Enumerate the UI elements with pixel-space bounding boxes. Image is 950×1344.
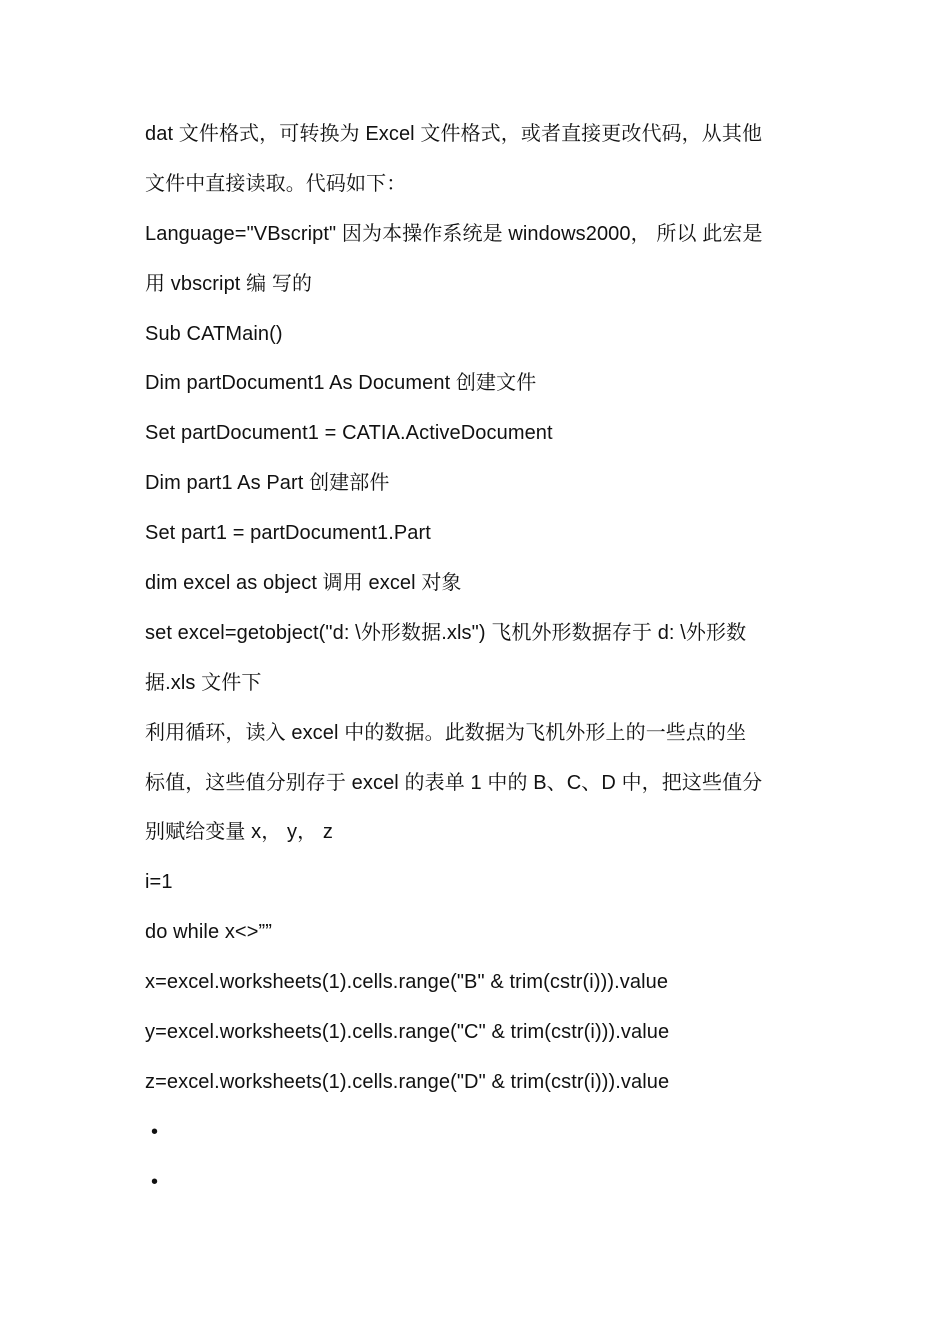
document-body [145, 110, 810, 1208]
text-line: 文件中直接读取。代码如下： [145, 172, 407, 195]
text-line: Language="VBscript" 因为本操作系统是 windows2000， 所以 此宏是 [145, 222, 763, 245]
text-line: dat 文件格式，可转换为 Excel 文件格式，或者直接更改代码，从其他 [145, 123, 763, 145]
code-line: y=excel.worksheets(1).cells.range("C" & trim(cstr(i))).value [145, 1021, 670, 1044]
code-line: z=excel.worksheets(1).cells.range("D" & trim(cstr(i))).value [145, 1070, 670, 1093]
code-line: dim excel as object 调用 excel 对象 [145, 572, 462, 595]
text-line: 用 vbscript 编 写的 [145, 272, 313, 295]
text-line: 标值，这些值分别存于 excel 的表单 1 中的 B、C、D 中，把这些值分 [145, 771, 763, 794]
code-line: Set part1 = partDocument1.Part [145, 522, 431, 545]
text-line: 利用循环，读入 excel 中的数据。此数据为飞机外形上的一些点的坐 [145, 721, 747, 744]
code-line: x=excel.worksheets(1).cells.range("B" & trim(cstr(i))).value [145, 971, 669, 994]
bullet-point: • [151, 1120, 159, 1143]
text-line: 据.xls 文件下 [145, 671, 262, 694]
code-line: i=1 [145, 871, 173, 894]
code-line: set excel=getobject("d: \外形数据.xls") 飞机外形数据存于 d: \外形数 [145, 621, 747, 644]
code-line: Dim part1 As Part 创建部件 [145, 472, 390, 495]
code-line: do while x<>”” [145, 921, 273, 944]
code-line: Dim partDocument1 As Document 创建文件 [145, 372, 537, 395]
text-line: 别赋给变量 x， y， z [145, 821, 333, 844]
bullet-point: • [151, 1170, 159, 1193]
code-line: Sub CATMain() [145, 322, 283, 345]
code-line: Set partDocument1 = CATIA.ActiveDocument [145, 422, 553, 445]
